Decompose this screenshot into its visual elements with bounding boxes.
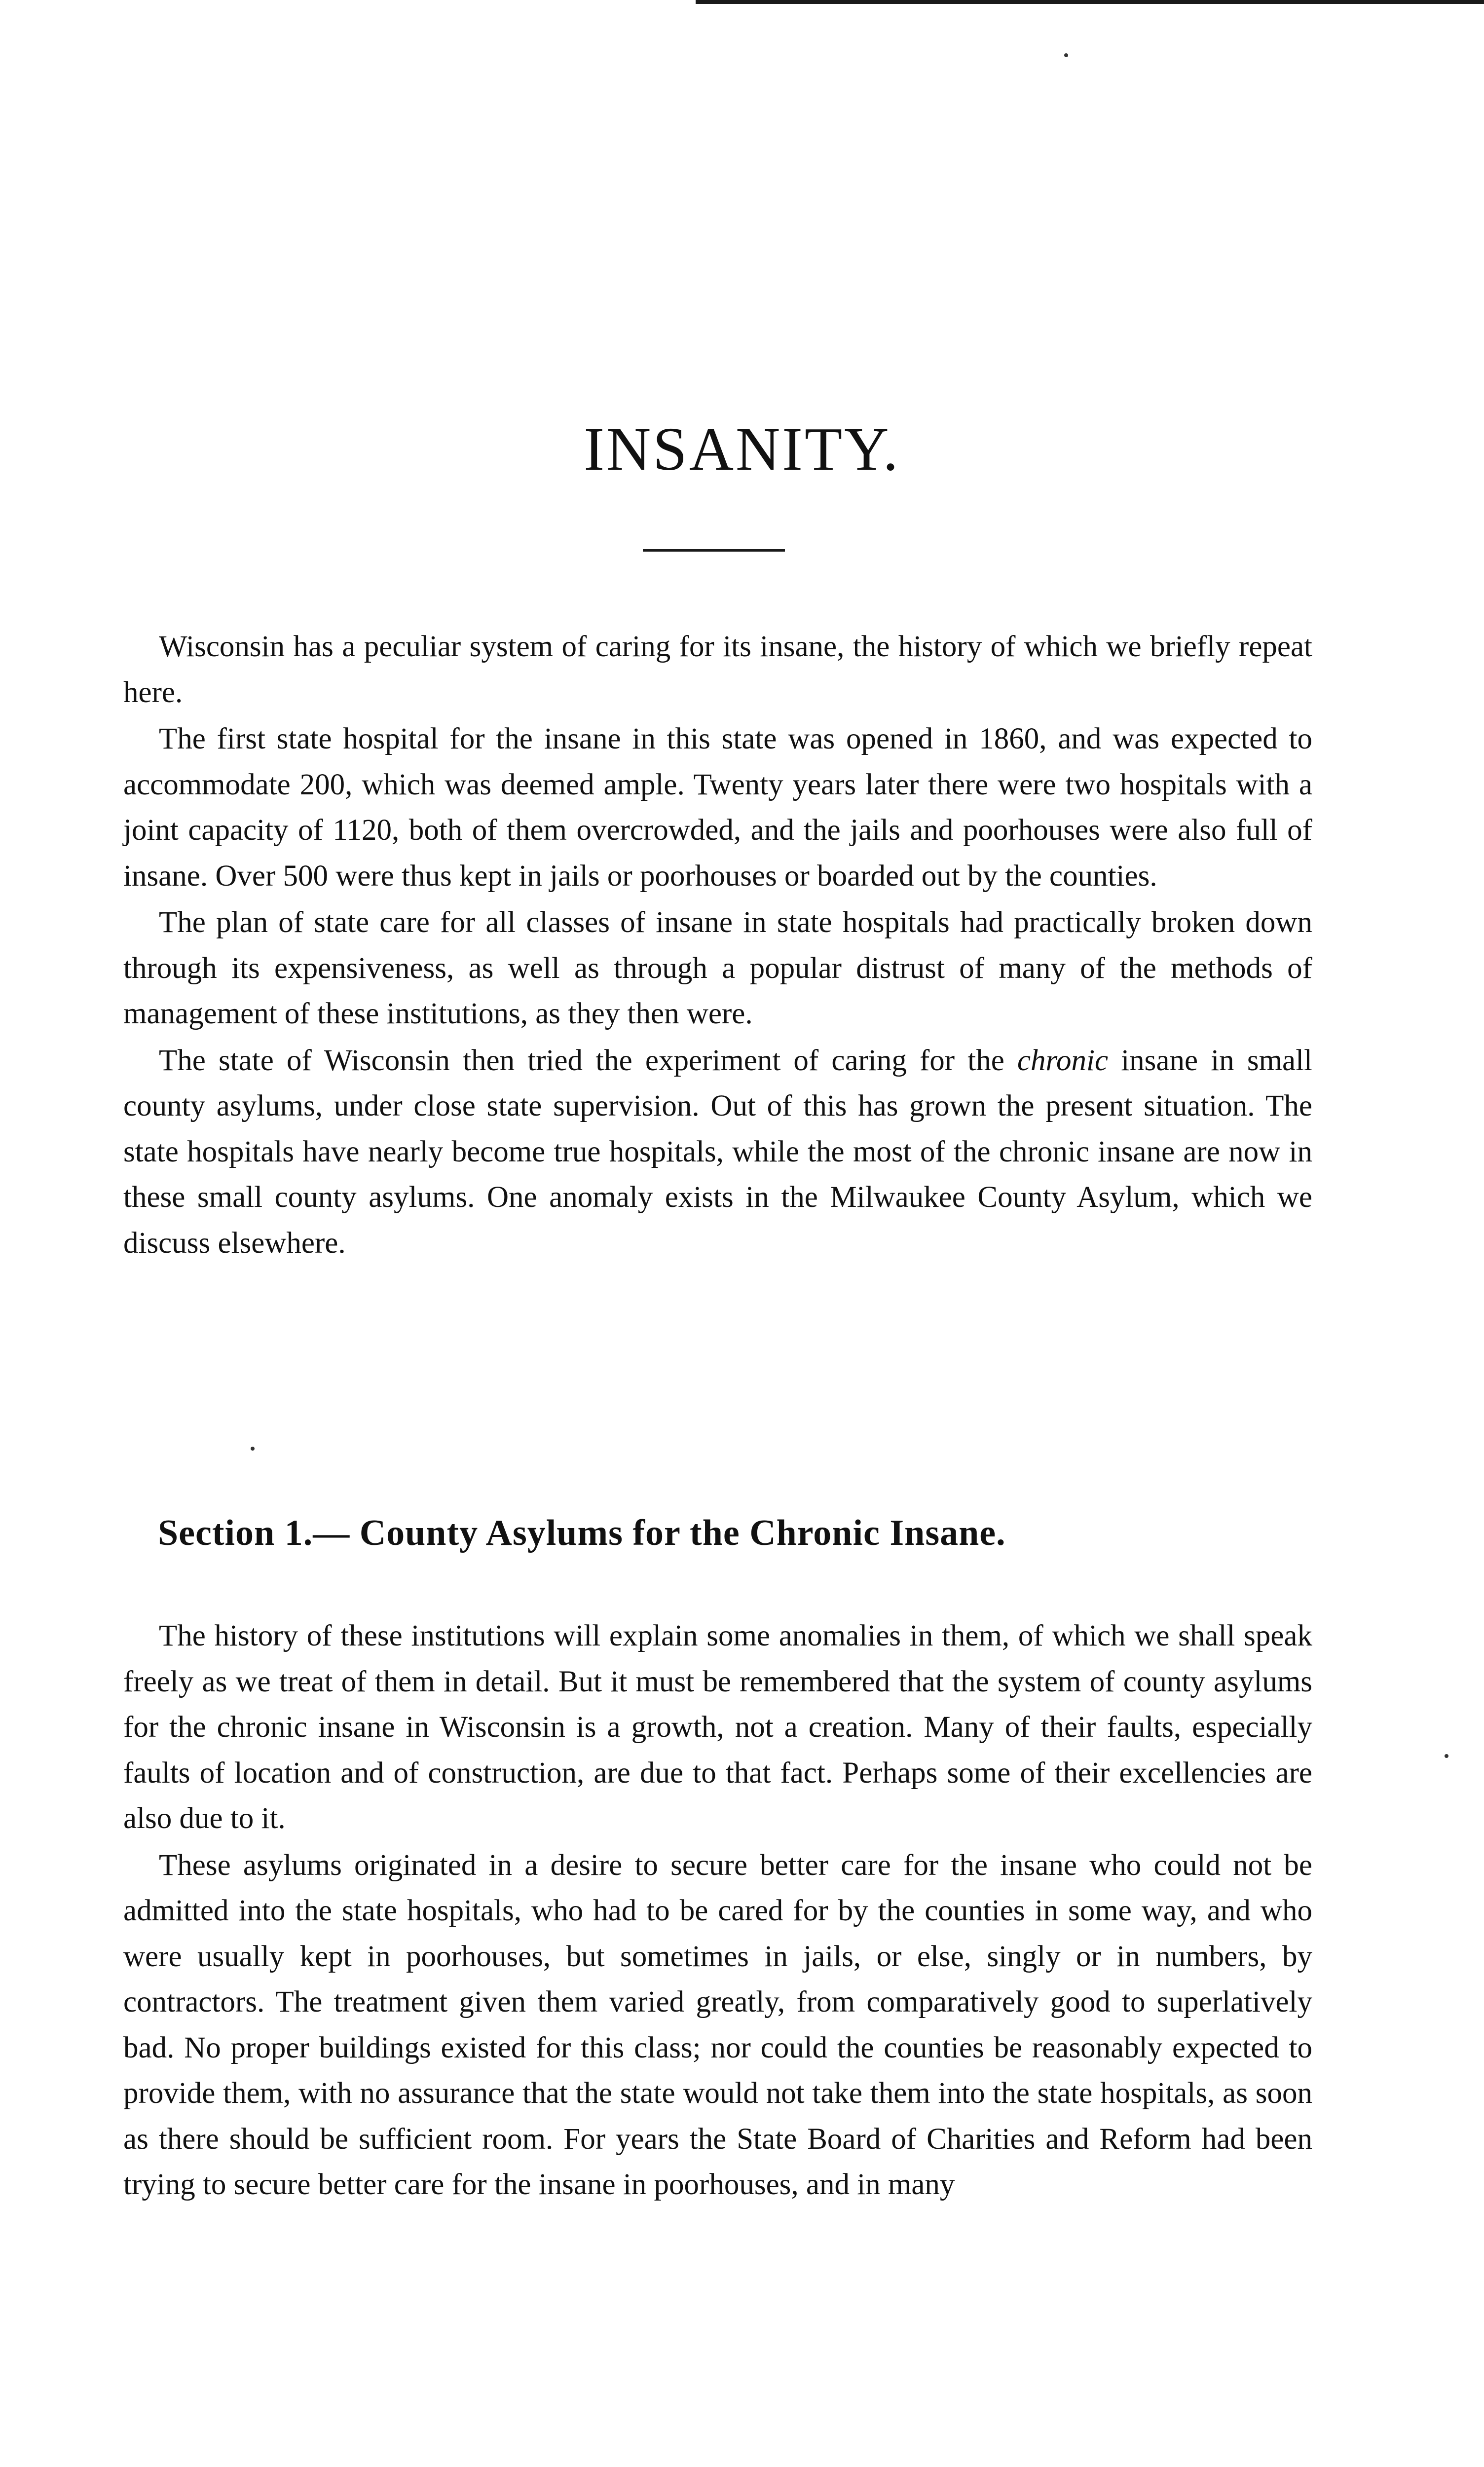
section-text-block — [123, 1613, 1312, 2209]
chronic-paragraph-end: insane in small county asylums, under close state supervision. Out of this has grown the present situation. The state hospitals have nearly become true hospitals, while the most of the chronic insane are now in these small county asylums. One anomaly exists in the Milwaukee County Asylum, which we discuss elsewhere. — [123, 1044, 1312, 1260]
intro-paragraph-4 — [123, 1038, 1312, 1267]
ink-speck — [1445, 1754, 1448, 1758]
ink-speck — [1064, 53, 1068, 57]
intro-paragraph-2: The first state hospital for the insane in this state was opened in 1860, and was expected to accommodate 200, which was deemed ample. Twenty years later there were two hospitals with a joint capacity of 1120, both of them overcrowded, and the jails and poorhouses were also full of insane. Over 500 were thus kept in jails or poorhouses or boarded out by the counties. — [123, 722, 1312, 893]
top-edge-rule — [696, 0, 1484, 4]
intro-paragraph-3: The plan of state care for all classes of insane in state hospitals had practically broken down through its expensiveness, as well as through a popular distrust of many of the methods of management of these institutions, as they then were. — [123, 906, 1312, 1030]
chronic-emphasis: chronic — [1017, 1044, 1109, 1077]
section-paragraph-2: These asylums originated in a desire to secure better care for the insane who could not be admitted into the state hospitals, who had to be cared for by the counties in some way, and who were usually kept in poorhouses, but sometimes in jails, or else, singly or in numbers, by contractors. The treatment given them varied greatly, from comparatively good to superlatively bad. No proper buildings existed for this class; nor could the counties be reasonably expected to provide them, with no assurance that the state would not take them into the state hospitals, as soon as there should be sufficient room. For years the State Board of Charities and Reform had been trying to secure better care for the insane in poorhouses, and in many — [123, 1848, 1312, 2201]
intro-text-block — [123, 624, 1312, 1267]
chronic-paragraph-start: The state of Wisconsin then tried the experiment of caring for the — [159, 1044, 1017, 1077]
ink-speck — [251, 1447, 255, 1451]
title-underline-rule — [643, 549, 785, 552]
section-heading: Section 1.— County Asylums for the Chronic Insane. — [158, 1513, 1006, 1553]
intro-paragraph-1: Wisconsin has a peculiar system of caring for its insane, the history of which we briefly repeat here. — [123, 630, 1312, 709]
page-title: INSANITY. — [584, 415, 900, 484]
section-paragraph-1: The history of these institutions will explain some anomalies in them, of which we shall speak freely as we treat of them in detail. But it must be remembered that the system of county asylums for the chronic insane in Wisconsin is a growth, not a creation. Many of their faults, especially faults of location and of construction, are due to that fact. Perhaps some of their excellencies are also due to it. — [123, 1619, 1312, 1835]
